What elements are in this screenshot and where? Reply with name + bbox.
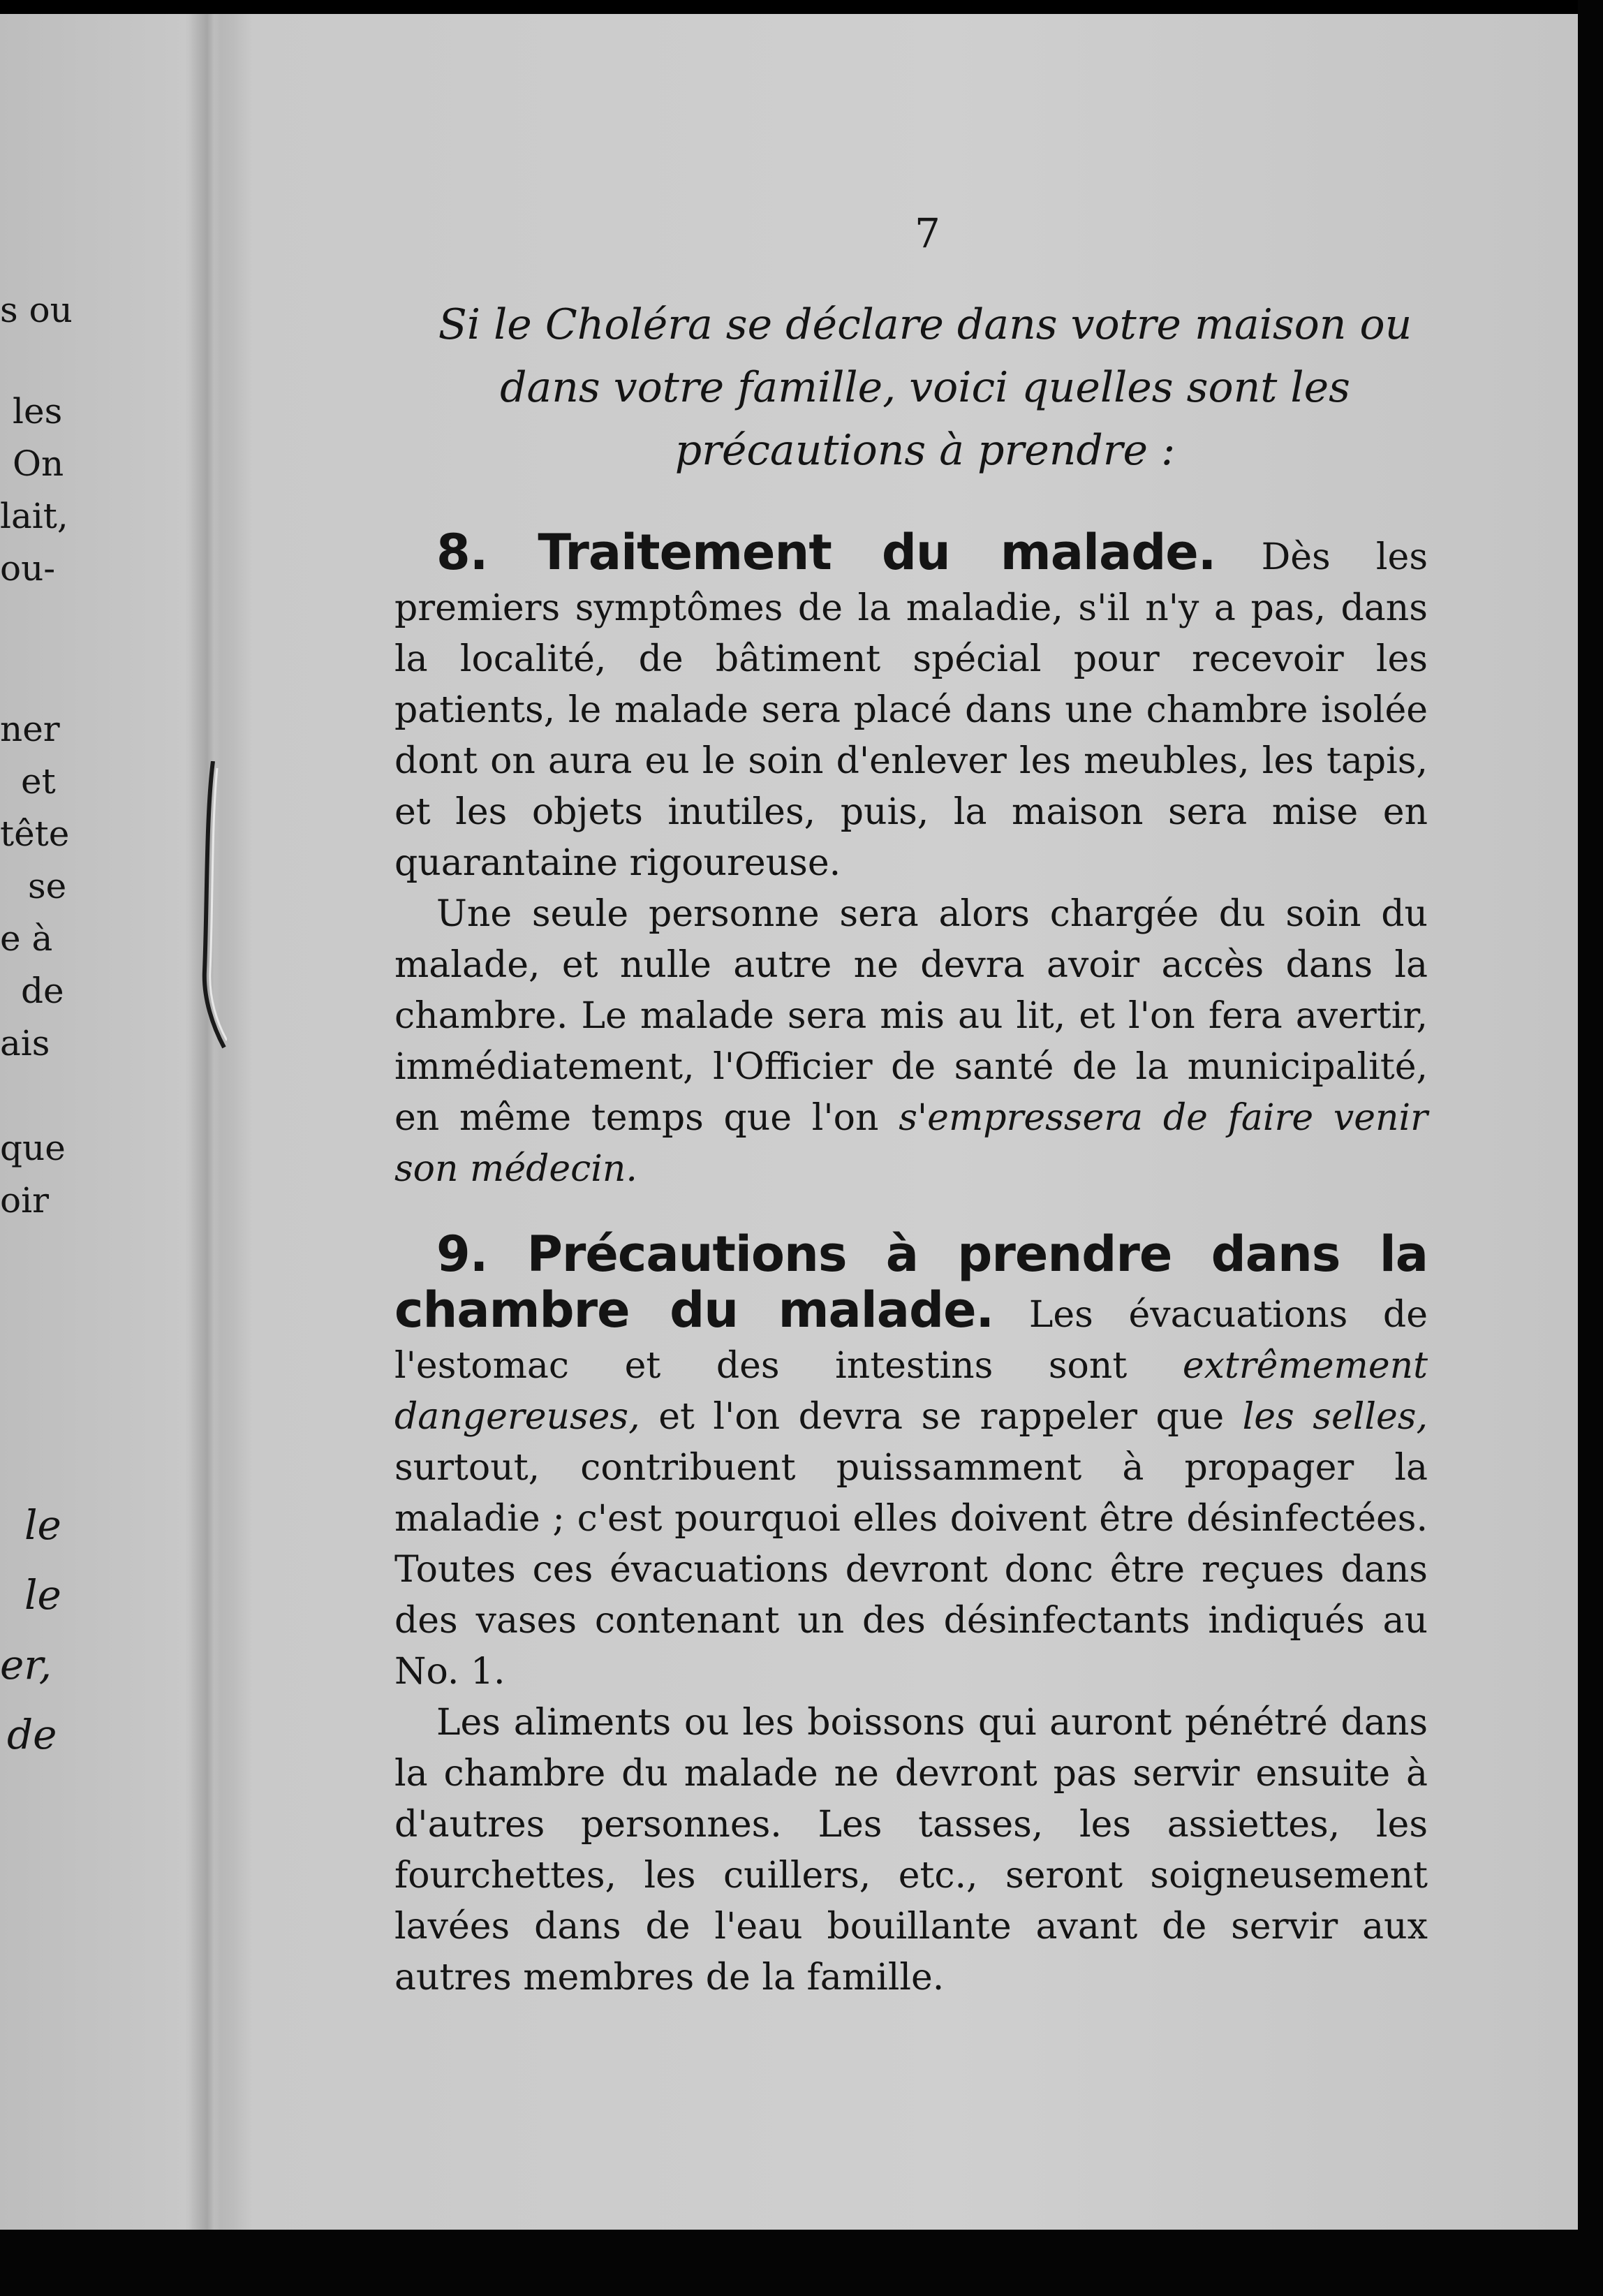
section-8-text-2: Une seule personne sera alors chargée du soin du malade, et nulle autre ne devra avoir accès dans la chambre. Le malade sera mis au lit, et l'on fera avertir, immédiatement, l'Officier de santé de la municipalité, en même temps que l'on bbox=[394, 893, 1428, 1139]
scan-edge-right bbox=[1578, 0, 1603, 2296]
section-9-paragraph-2 bbox=[394, 1698, 1428, 2003]
section-9-text-2: Les aliments ou les boissons qui auront pénétré dans la chambre du malade ne devront pas servir ensuite à d'autres personnes. Les tasses, les assiettes, les fourchettes, les cuillers, etc., seront soigneusement lavées dans de l'eau bouillante avant de servir aux autres membres de la famille. bbox=[394, 1702, 1428, 1999]
section-9-heading: 9. Précautions à prendre dans la chambre du malade. bbox=[394, 1226, 1428, 1339]
prev-fragment: oir bbox=[0, 1180, 49, 1221]
intro-heading: Si le Choléra se déclare dans votre maison ou dans votre famille, voici quelles sont les précautions à prendre : bbox=[438, 300, 1412, 475]
prev-fragment: que bbox=[0, 1128, 66, 1168]
section-9-text-a: Les évacuations de l'estomac et des intestins sont bbox=[394, 1294, 1428, 1387]
section-8-text: Dès les premiers symptômes de la maladie, s'il n'y a pas, dans la localité, de bâtiment spécial pour recevoir les patients, le malade sera placé dans une chambre isolée dont on aura eu le soin d'enlever les meubles, les tapis, et les objets inutiles, puis, la maison sera mise en quarantaine rigoureuse. bbox=[394, 536, 1428, 884]
page-number: 7 bbox=[915, 209, 940, 257]
prev-fragment: On bbox=[13, 443, 64, 484]
section-8 bbox=[394, 524, 1428, 1195]
prev-fragment: er, bbox=[0, 1641, 52, 1688]
prev-fragment: lait, bbox=[0, 496, 68, 536]
page-spine bbox=[185, 14, 234, 2231]
prev-fragment: de bbox=[21, 971, 64, 1011]
section-9-text-c: et l'on devra se rappeler que bbox=[640, 1396, 1243, 1438]
prev-fragment: de bbox=[7, 1711, 57, 1758]
section-8-paragraph-1 bbox=[394, 524, 1428, 889]
section-9-text-e: surtout, contribuent puissamment à propager la maladie ; c'est pourquoi elles doivent être désinfectées. Toutes ces évacuations devront donc être reçues dans des vases contenant un des désinfectants indiqués au No. 1. bbox=[394, 1447, 1428, 1693]
section-8-heading: 8. Traitement du malade. bbox=[436, 524, 1216, 581]
prev-fragment: le bbox=[24, 1501, 61, 1549]
prev-fragment: le bbox=[24, 1571, 61, 1619]
section-9-italic-2: les selles, bbox=[1242, 1396, 1428, 1438]
prev-fragment: s ou bbox=[0, 290, 73, 330]
section-9-italic-1: extrêmement dangereuses, bbox=[394, 1345, 1428, 1438]
prev-fragment: se bbox=[28, 866, 67, 906]
prev-fragment: e à bbox=[0, 918, 53, 959]
previous-page-edge bbox=[0, 0, 84, 2235]
section-9-paragraph-1 bbox=[394, 1226, 1428, 1698]
prev-fragment: les bbox=[13, 391, 63, 432]
prev-fragment: ais bbox=[0, 1023, 50, 1064]
scan-edge-bottom bbox=[0, 2230, 1603, 2296]
binding-thread bbox=[199, 761, 227, 1054]
prev-fragment: et bbox=[21, 761, 56, 802]
prev-fragment: ou- bbox=[0, 548, 56, 589]
prev-fragment: ner bbox=[0, 709, 60, 749]
section-8-paragraph-2 bbox=[394, 889, 1428, 1195]
prev-fragment: tête bbox=[0, 814, 70, 854]
section-9 bbox=[394, 1226, 1428, 2003]
section-8-italic: s'empressera de faire venir son médecin. bbox=[394, 1097, 1428, 1190]
